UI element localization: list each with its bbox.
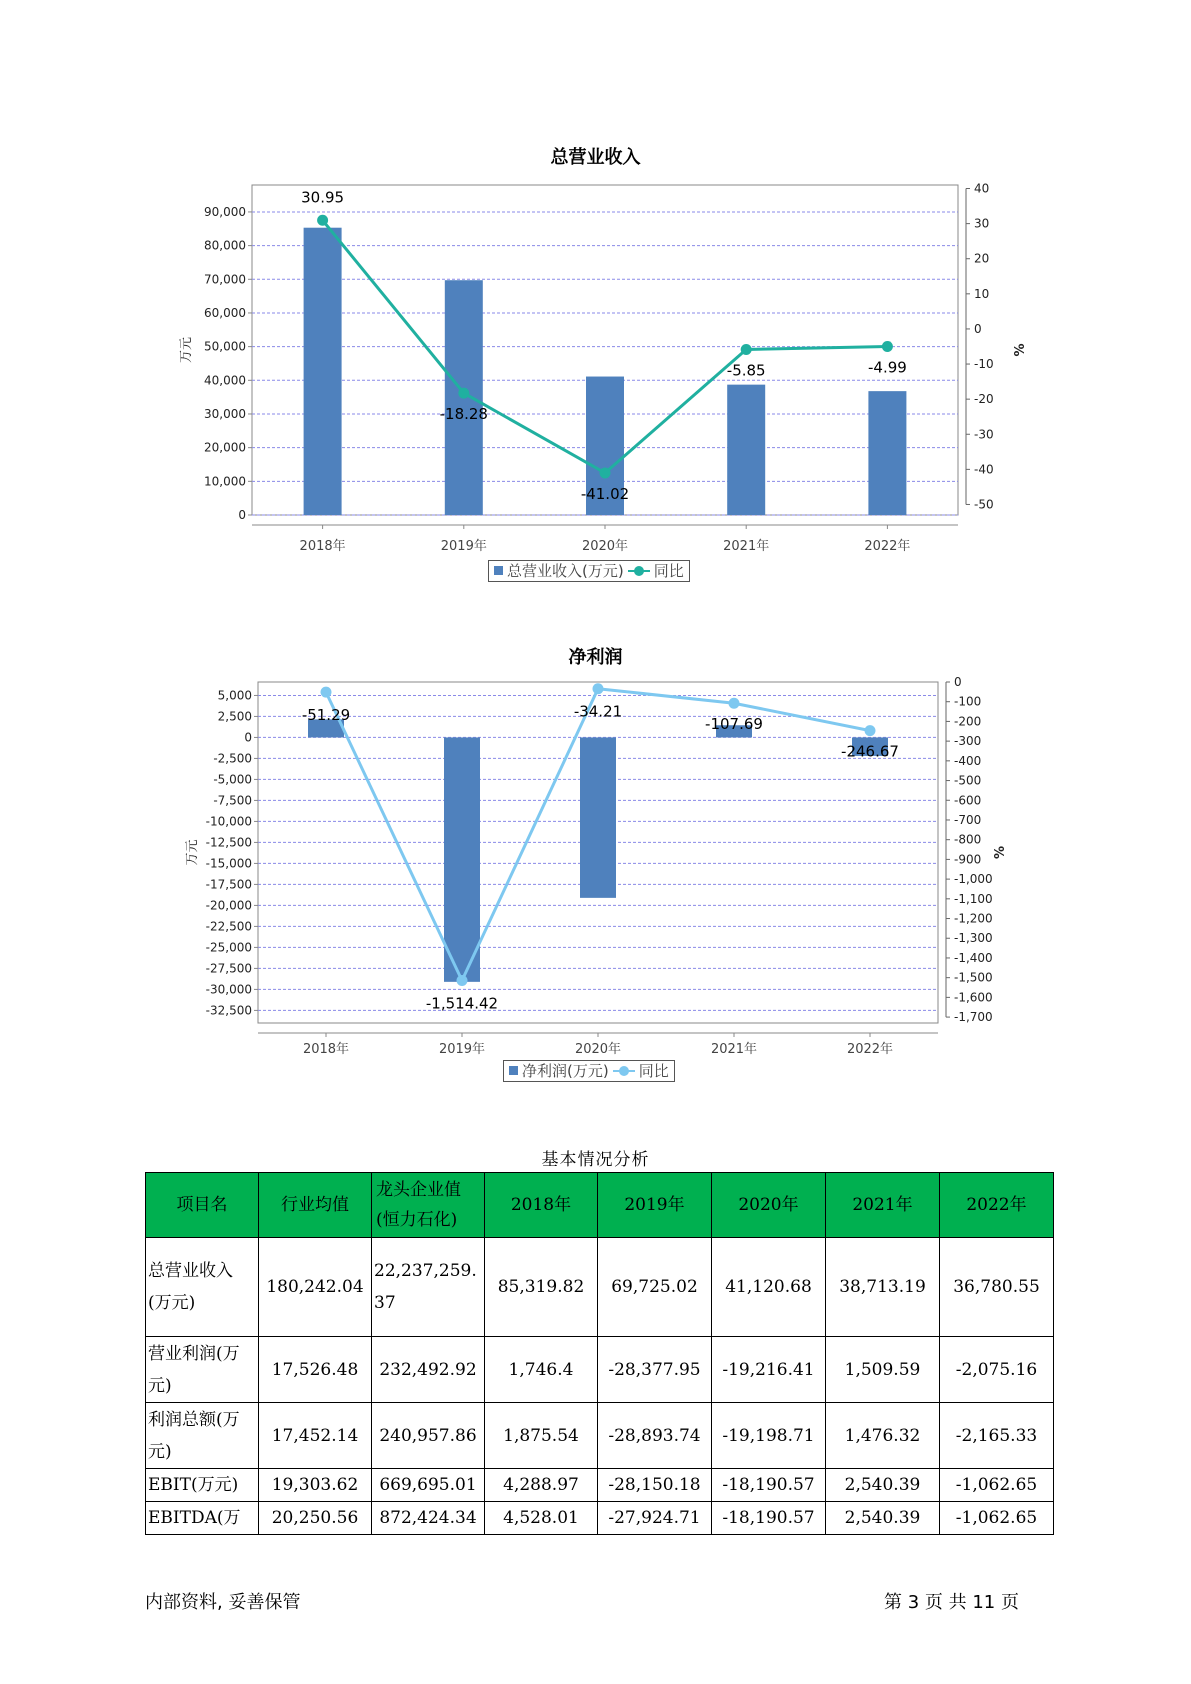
row-name: EBIT(万元) — [146, 1469, 259, 1502]
y2-tick-label: -700 — [954, 812, 982, 827]
table-row — [146, 1469, 1054, 1502]
y2-tick-label: 0 — [954, 675, 962, 689]
y2-tick-label: -1,000 — [954, 872, 993, 887]
y-tick-label: 0 — [238, 508, 246, 522]
table-cell: -28,150.18 — [598, 1469, 712, 1502]
y-tick-label: 80,000 — [204, 238, 246, 253]
header-cell: 龙头企业值(恒力石化) — [372, 1173, 485, 1238]
chart-title-net-profit: 净利润 — [568, 647, 623, 668]
table-cell: 240,957.86 — [372, 1403, 485, 1469]
y2-tick-label: -1,100 — [954, 891, 993, 906]
bar — [580, 737, 616, 897]
y-tick-label: 0 — [244, 730, 252, 745]
y-tick-label: -5,000 — [213, 772, 252, 787]
x-tick-label: 2020年 — [574, 1042, 622, 1057]
data-label: -41.02 — [580, 484, 630, 503]
y-tick-label: -12,500 — [205, 835, 252, 850]
table-cell: 36,780.55 — [940, 1238, 1054, 1337]
table-cell: 1,875.54 — [485, 1403, 598, 1469]
y2-tick-label: 40 — [974, 181, 990, 196]
table-cell: -2,075.16 — [940, 1337, 1054, 1403]
y-tick-label: 10,000 — [204, 474, 246, 489]
revenue-chart-legend — [488, 560, 690, 582]
y2-tick-label: -1,300 — [954, 931, 993, 946]
y2-tick-label: -100 — [954, 694, 982, 709]
data-label: -51.29 — [301, 706, 351, 725]
table-cell: 1,509.59 — [826, 1337, 940, 1403]
table-cell: -18,190.57 — [712, 1469, 826, 1502]
legend-bar-label: 净利润(万元) — [522, 1062, 609, 1080]
y-tick-label: -20,000 — [205, 898, 252, 913]
table-cell: 4,528.01 — [485, 1502, 598, 1535]
y2-tick-label: 30 — [974, 216, 990, 231]
data-label: -34.21 — [573, 702, 623, 721]
y2-tick-label: -300 — [954, 734, 982, 749]
y2-tick-label: 0 — [974, 321, 982, 336]
x-tick-label: 2022年 — [846, 1042, 894, 1057]
y2-tick-label: -800 — [954, 832, 982, 847]
y-tick-label: 60,000 — [204, 305, 246, 320]
x-tick-label: 2019年 — [438, 1042, 486, 1057]
yoy-point — [865, 725, 876, 736]
legend-bar-label: 总营业收入(万元) — [507, 562, 624, 580]
y2-tick-label: -900 — [954, 852, 982, 867]
header-cell: 2018年 — [485, 1173, 598, 1238]
table-cell: -19,198.71 — [712, 1403, 826, 1469]
table-cell: 17,526.48 — [259, 1337, 372, 1403]
header-cell: 2022年 — [940, 1173, 1054, 1238]
y-tick-label: -17,500 — [205, 877, 252, 892]
y-tick-label: 70,000 — [204, 272, 246, 287]
y-tick-label: 5,000 — [217, 688, 252, 703]
table-cell: 180,242.04 — [259, 1238, 372, 1337]
x-tick-label: 2022年 — [864, 539, 911, 554]
y2-tick-label: -500 — [954, 773, 982, 788]
yoy-point — [457, 975, 468, 986]
y2-tick-label: -1,500 — [954, 970, 993, 985]
x-tick-label: 2018年 — [302, 1042, 350, 1057]
data-label: -5.85 — [726, 361, 766, 380]
y-tick-label: -2,500 — [213, 751, 252, 766]
table-cell: 4,288.97 — [485, 1469, 598, 1502]
table-cell: 19,303.62 — [259, 1469, 372, 1502]
x-tick-label: 2020年 — [581, 539, 629, 554]
table-cell: -2,165.33 — [940, 1403, 1054, 1469]
table-cell: 38,713.19 — [826, 1238, 940, 1337]
bar — [868, 391, 906, 515]
legend-line-label: 同比 — [638, 1062, 669, 1080]
y-tick-label: 20,000 — [204, 440, 246, 455]
bar — [444, 737, 480, 981]
y2-tick-label: -50 — [974, 497, 994, 512]
y-tick-label: -30,000 — [205, 982, 252, 997]
yoy-point — [593, 683, 604, 694]
table-cell: 669,695.01 — [372, 1469, 485, 1502]
legend-line-label: 同比 — [653, 562, 684, 580]
y2-tick-label: -30 — [974, 427, 994, 442]
table-cell: 1,476.32 — [826, 1403, 940, 1469]
yoy-point — [600, 467, 611, 478]
x-tick-label: 2021年 — [710, 1042, 758, 1057]
y-tick-label: -10,000 — [205, 814, 252, 829]
table-row — [146, 1403, 1054, 1469]
table-row — [146, 1502, 1054, 1535]
y2-axis-title: % — [993, 845, 1008, 860]
row-name: 利润总额(万元) — [146, 1403, 259, 1469]
data-label: -107.69 — [705, 715, 763, 734]
legend-bar-swatch — [509, 1066, 518, 1075]
y-tick-label: -7,500 — [213, 793, 252, 808]
yoy-point — [741, 344, 752, 355]
row-name: 营业利润(万元) — [146, 1337, 259, 1403]
basic-analysis-table — [145, 1172, 1054, 1535]
y-tick-label: 50,000 — [204, 339, 246, 354]
x-tick-label: 2021年 — [723, 539, 770, 554]
y2-tick-label: -40 — [974, 462, 994, 477]
y2-tick-label: -200 — [954, 714, 982, 729]
table-cell: 69,725.02 — [598, 1238, 712, 1337]
x-tick-label: 2018年 — [299, 539, 346, 554]
y-axis-title: 万元 — [179, 336, 194, 364]
table-cell: 22,237,259.37 — [372, 1238, 485, 1337]
bar — [304, 228, 342, 515]
y2-tick-label: -1,600 — [954, 990, 993, 1005]
y2-tick-label: -1,400 — [954, 950, 993, 965]
y-tick-label: -15,000 — [205, 856, 252, 871]
y-tick-label: -22,500 — [205, 919, 252, 934]
table-cell: -1,062.65 — [940, 1502, 1054, 1535]
table-cell: 2,540.39 — [826, 1469, 940, 1502]
header-cell: 2019年 — [598, 1173, 712, 1238]
table-cell: 1,746.4 — [485, 1337, 598, 1403]
header-cell: 行业均值 — [259, 1173, 372, 1238]
header-cell: 2020年 — [712, 1173, 826, 1238]
y-axis-title: 万元 — [185, 839, 200, 866]
table-cell: -19,216.41 — [712, 1337, 826, 1403]
y2-tick-label: -1,200 — [954, 911, 993, 926]
y-tick-label: 90,000 — [204, 204, 246, 219]
yoy-point — [321, 687, 332, 698]
table-cell: -18,190.57 — [712, 1502, 826, 1535]
y-tick-label: -32,500 — [205, 1003, 252, 1018]
table-cell: -27,924.71 — [598, 1502, 712, 1535]
table-cell: -28,377.95 — [598, 1337, 712, 1403]
y2-tick-label: -1,700 — [954, 1010, 993, 1025]
table-cell: 20,250.56 — [259, 1502, 372, 1535]
data-label: -4.99 — [867, 358, 907, 377]
legend-line-swatch — [613, 1066, 635, 1076]
y2-axis-title: % — [1013, 343, 1028, 357]
table-cell: 872,424.34 — [372, 1502, 485, 1535]
y2-tick-label: -10 — [974, 357, 994, 372]
header-cell: 2021年 — [826, 1173, 940, 1238]
x-tick-label: 2019年 — [440, 539, 487, 554]
net-profit-chart — [0, 670, 1191, 1070]
table-cell: 41,120.68 — [712, 1238, 826, 1337]
y-tick-label: 40,000 — [204, 373, 246, 388]
table-cell: 232,492.92 — [372, 1337, 485, 1403]
y2-tick-label: -20 — [974, 392, 994, 407]
yoy-point — [729, 698, 740, 709]
data-label: -18.28 — [439, 405, 488, 424]
y-tick-label: -25,000 — [205, 940, 252, 955]
table-row — [146, 1238, 1054, 1337]
y-tick-label: 2,500 — [217, 709, 252, 724]
data-label: -246.67 — [841, 742, 899, 761]
table-cell: -1,062.65 — [940, 1469, 1054, 1502]
y2-tick-label: -400 — [954, 753, 982, 768]
row-name: EBITDA(万 — [146, 1502, 259, 1535]
footer-confidential-note: 内部资料, 妥善保管 — [145, 1592, 301, 1613]
legend-bar-swatch — [494, 566, 503, 575]
y2-tick-label: 10 — [974, 286, 990, 301]
table-cell: 2,540.39 — [826, 1502, 940, 1535]
table-cell: 17,452.14 — [259, 1403, 372, 1469]
table-row — [146, 1337, 1054, 1403]
table-cell: 85,319.82 — [485, 1238, 598, 1337]
y2-tick-label: 20 — [974, 251, 990, 266]
y-tick-label: -27,500 — [205, 961, 252, 976]
row-name: 总营业收入(万元) — [146, 1238, 259, 1337]
data-label: -1,514.42 — [425, 994, 499, 1013]
footer-page-number: 第 3 页 共 11 页 — [884, 1592, 1019, 1613]
yoy-point — [458, 388, 469, 399]
chart-title-revenue: 总营业收入 — [550, 147, 641, 168]
header-cell: 项目名 — [146, 1173, 259, 1238]
legend-line-swatch — [628, 566, 650, 576]
y2-tick-label: -600 — [954, 793, 982, 808]
yoy-point — [317, 215, 328, 226]
table-header-row — [146, 1173, 1054, 1238]
table-cell: -28,893.74 — [598, 1403, 712, 1469]
yoy-point — [882, 341, 893, 352]
y-tick-label: 30,000 — [204, 406, 246, 421]
revenue-chart — [0, 170, 1191, 590]
net-profit-chart-legend — [503, 1060, 675, 1082]
data-label: 30.95 — [301, 188, 345, 207]
table-caption: 基本情况分析 — [541, 1150, 650, 1170]
bar — [727, 385, 765, 515]
